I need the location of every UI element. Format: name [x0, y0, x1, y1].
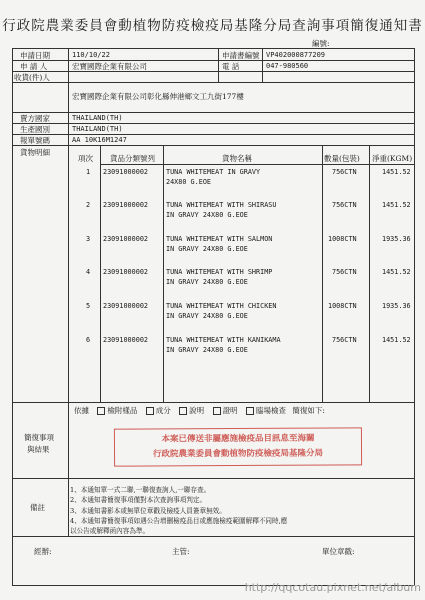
explanation-checkbox[interactable] — [179, 407, 187, 415]
rule — [12, 478, 415, 479]
inspection-label: 臨場檢查 — [255, 406, 286, 415]
row-weight: 1935.36 — [382, 302, 411, 310]
rule — [100, 145, 101, 402]
rule — [262, 48, 263, 82]
rule — [12, 145, 415, 146]
inspection-checkbox[interactable] — [246, 407, 254, 415]
row-qty: 756CTN — [332, 168, 357, 176]
row-qty: 1008CTN — [328, 235, 357, 243]
certificate-label: 證明 — [222, 406, 238, 415]
stamp-line-1: 本案已傳送非屬應施檢疫品目訊息至海關 — [161, 433, 315, 445]
rule — [12, 71, 415, 72]
rule — [12, 402, 415, 403]
supervisor-label: 主管: — [172, 547, 190, 556]
goods-header-name: 貨物名稱 — [222, 154, 252, 163]
phone-label: 電 話 — [222, 62, 240, 71]
row-weight: 1451.52 — [382, 168, 411, 176]
goods-header-no: 項次 — [78, 154, 93, 163]
row-no: 6 — [86, 336, 91, 344]
row-name-1: TUNA WHITEMEAT WITH SHIRASU — [166, 201, 277, 209]
note-item: 4、本通知書簡復事項如遇公告增刪檢疫品目或應施檢疫範圍解釋不同時,應 — [70, 516, 288, 525]
row-code: 23091000002 — [103, 268, 149, 276]
row-name-1: TUNA WHITEMEAT IN GRAVY — [166, 168, 261, 176]
applicant-value: 宏寶國際企業有限公司 — [72, 62, 147, 71]
rule — [68, 48, 69, 402]
rule — [12, 82, 415, 83]
reply-checkbox-line — [74, 406, 325, 415]
reply-follows-text: 簡復如下: — [292, 406, 325, 415]
row-code: 23091000002 — [103, 168, 149, 176]
phone-value: 047-980560 — [266, 62, 309, 70]
handler-label: 經辦: — [34, 547, 52, 556]
ingredient-label: 成分 — [155, 406, 171, 415]
unit-head-label: 單位章戳: — [322, 547, 355, 556]
recipient-label: 收貨(件)人 — [14, 73, 50, 82]
row-no: 3 — [86, 235, 91, 243]
row-name-1: TUNA WHITEMEAT WITH SALMON — [166, 235, 273, 243]
note-item: 2、本通知書簡復事項僅對本次查詢事項判定。 — [70, 496, 207, 505]
serial-label: 編號: — [312, 39, 330, 48]
row-qty: 756CTN — [332, 268, 357, 276]
row-name-1: TUNA WHITEMEAT WITH CHICKEN — [166, 302, 277, 310]
apply-date-label: 申請日期 — [20, 51, 50, 60]
rule — [12, 123, 415, 124]
row-name-2: IN GRAVY 24X80 G.EOE — [166, 312, 248, 320]
ingredient-checkbox[interactable] — [146, 407, 154, 415]
recipient-value: 宏寶國際企業有限公司彰化縣伸港鄉文工九街177樓 — [72, 92, 244, 101]
sample-checkbox[interactable] — [97, 407, 105, 415]
sample-label: 檢附樣品 — [107, 406, 138, 415]
row-no: 2 — [86, 201, 91, 209]
basis-text: 依據 — [74, 406, 89, 415]
rule — [369, 145, 370, 402]
row-code: 23091000002 — [103, 302, 149, 310]
row-weight: 1451.52 — [382, 268, 411, 276]
goods-section-label: 貨物明細 — [20, 148, 50, 157]
rule — [163, 145, 164, 402]
row-no: 4 — [86, 268, 91, 276]
customs-no-value: AA 10K16M1247 — [72, 136, 127, 144]
row-qty: 1008CTN — [328, 302, 357, 310]
seller-country-value: THAILAND(TH) — [72, 114, 123, 122]
rule — [68, 402, 69, 536]
row-name-1: TUNA WHITEMEAT WITH SHRIMP — [166, 268, 273, 276]
seller-country-label: 賣方國家 — [20, 114, 50, 123]
row-weight: 1451.52 — [382, 201, 411, 209]
note-item: 以公告或解釋函內容為準。 — [70, 527, 150, 536]
row-name-2: IN GRAVY 24X80 G.EOE — [166, 346, 248, 354]
notes-list — [70, 485, 287, 536]
origin-label: 生產國別 — [20, 125, 50, 134]
watermark-url: http://qqcotau.pixnet.net/album — [244, 581, 421, 594]
row-code: 23091000002 — [103, 201, 149, 209]
row-name-2: IN GRAVY 24X80 G.EOE — [166, 278, 248, 286]
applicant-label: 申 請 人 — [20, 62, 48, 71]
note-item: 1、本通知單一式二聯,一聯復查詢人,一聯存查。 — [70, 486, 211, 494]
note-item: 3、本通知書影本或無單位章戳及檢疫人員簽章無效。 — [70, 506, 226, 515]
apply-date-value: 110/10/22 — [72, 51, 110, 59]
row-qty: 756CTN — [332, 201, 357, 209]
row-no: 5 — [86, 302, 91, 310]
official-stamp — [114, 427, 362, 466]
rule — [100, 164, 415, 165]
row-name-2: 24X80 G.EOE — [166, 178, 212, 186]
row-code: 23091000002 — [103, 235, 149, 243]
row-name-2: IN GRAVY 24X80 G.EOE — [166, 245, 248, 253]
row-qty: 756CTN — [332, 336, 357, 344]
rule — [12, 112, 415, 113]
notes-label: 備註 — [30, 503, 45, 512]
row-weight: 1451.52 — [382, 336, 411, 344]
rule — [12, 134, 415, 135]
rule — [218, 48, 219, 82]
row-no: 1 — [86, 168, 91, 176]
document-title: 行政院農業委員會動植物防疫檢疫局基隆分局查詢事項簡復通知書 — [2, 18, 423, 34]
row-code: 23091000002 — [103, 336, 149, 344]
row-name-2: IN GRAVY 24X80 G.EOE — [166, 211, 248, 219]
customs-no-label: 報單號碼 — [20, 136, 50, 145]
explanation-label: 說明 — [189, 406, 205, 415]
reply-label-2: 與結果 — [27, 445, 50, 454]
row-name-1: TUNA WHITEMEAT WITH KANIKAMA — [166, 336, 281, 344]
request-no-value: VP402000877209 — [266, 51, 326, 59]
row-weight: 1935.36 — [382, 235, 411, 243]
reply-label-1: 簡復事項 — [24, 433, 54, 442]
stamp-line-2: 行政院農業委員會動植物防疫檢疫局基隆分局 — [152, 448, 324, 460]
certificate-checkbox[interactable] — [213, 407, 221, 415]
goods-header-weight: 淨重(KGM) — [372, 154, 413, 163]
rule — [12, 60, 415, 61]
request-no-label: 申請書編號 — [222, 51, 260, 60]
goods-header-code: 貨品分類號列 — [110, 154, 155, 163]
rule — [322, 145, 323, 402]
goods-header-qty: 數量(包裝) — [324, 154, 360, 163]
origin-value: THAILAND(TH) — [72, 125, 123, 133]
